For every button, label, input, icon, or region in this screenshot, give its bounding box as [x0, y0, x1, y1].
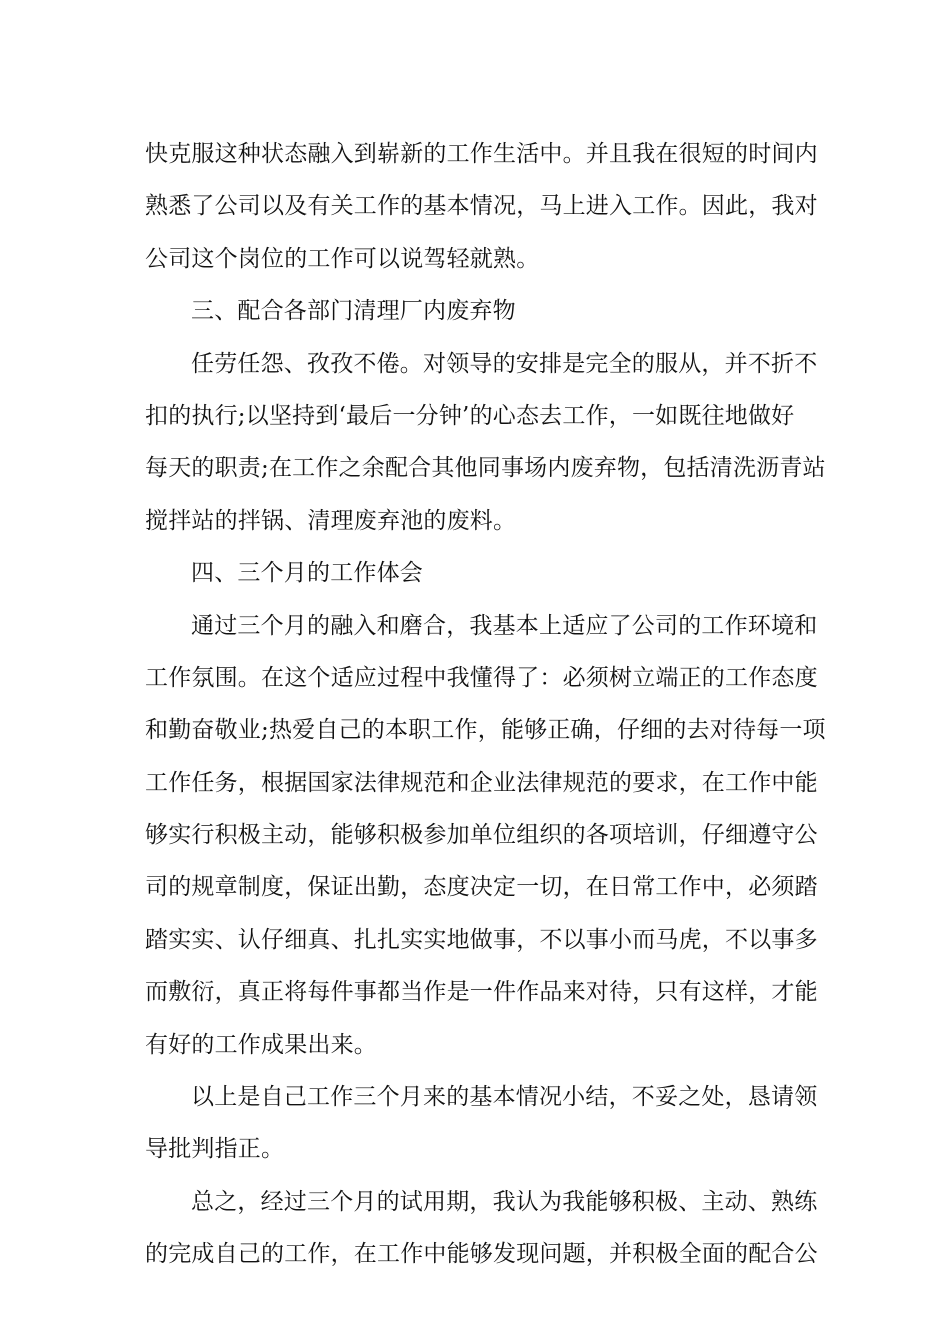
text-line: 公司这个岗位的工作可以说驾轻就熟。 [145, 245, 540, 272]
text-line: 够实行积极主动，能够积极参加单位组织的各项培训，仔细遵守公 [145, 822, 818, 849]
text-line: 工作任务，根据国家法律规范和企业法律规范的要求，在工作中能 [145, 769, 818, 796]
paragraph-first-line: 以上是自己工作三个月来的基本情况小结，不妥之处，恳请领 [191, 1084, 818, 1111]
paragraph-first-line: 任劳任怨、孜孜不倦。对领导的安排是完全的服从，并不折不 [191, 350, 818, 377]
text-line: 工作氛围。在这个适应过程中我懂得了：必须树立端正的工作态度 [145, 664, 818, 691]
paragraph-first-line: 总之，经过三个月的试用期，我认为我能够积极、主动、熟练 [191, 1188, 818, 1215]
text-line: 导批判指正。 [145, 1136, 285, 1163]
text-line: 踏实实、认仔细真、扎扎实实地做事，不以事小而马虎，不以事多 [145, 926, 818, 953]
section-heading-3: 三、配合各部门清理厂内废弃物 [191, 298, 516, 325]
text-line: 每天的职责;在工作之余配合其他同事场内废弃物，包括清洗沥青站 [145, 455, 826, 482]
text-line: 而敷衍，真正将每件事都当作是一件作品来对待，只有这样，才能 [145, 979, 818, 1006]
document-body [145, 128, 826, 1281]
text-line: 和勤奋敬业;热爱自己的本职工作，能够正确，仔细的去对待每一项 [145, 717, 826, 744]
text-line: 熟悉了公司以及有关工作的基本情况，马上进入工作。因此，我对 [145, 193, 818, 220]
text-line: 有好的工作成果出来。 [145, 1031, 377, 1058]
text-line: 扣的执行;以坚持到‘最后一分钟’的心态去工作，一如既往地做好 [145, 402, 795, 429]
text-line: 快克服这种状态融入到崭新的工作生活中。并且我在很短的时间内 [145, 141, 818, 167]
text-line: 搅拌站的拌锅、清理废弃池的废料。 [145, 507, 517, 534]
text-line: 的完成自己的工作，在工作中能够发现问题，并积极全面的配合公 [145, 1241, 818, 1268]
paragraph-first-line: 通过三个月的融入和磨合，我基本上适应了公司的工作环境和 [191, 612, 818, 639]
section-heading-4: 四、三个月的工作体会 [191, 560, 423, 587]
text-line: 司的规章制度，保证出勤，态度决定一切，在日常工作中，必须踏 [145, 874, 818, 901]
